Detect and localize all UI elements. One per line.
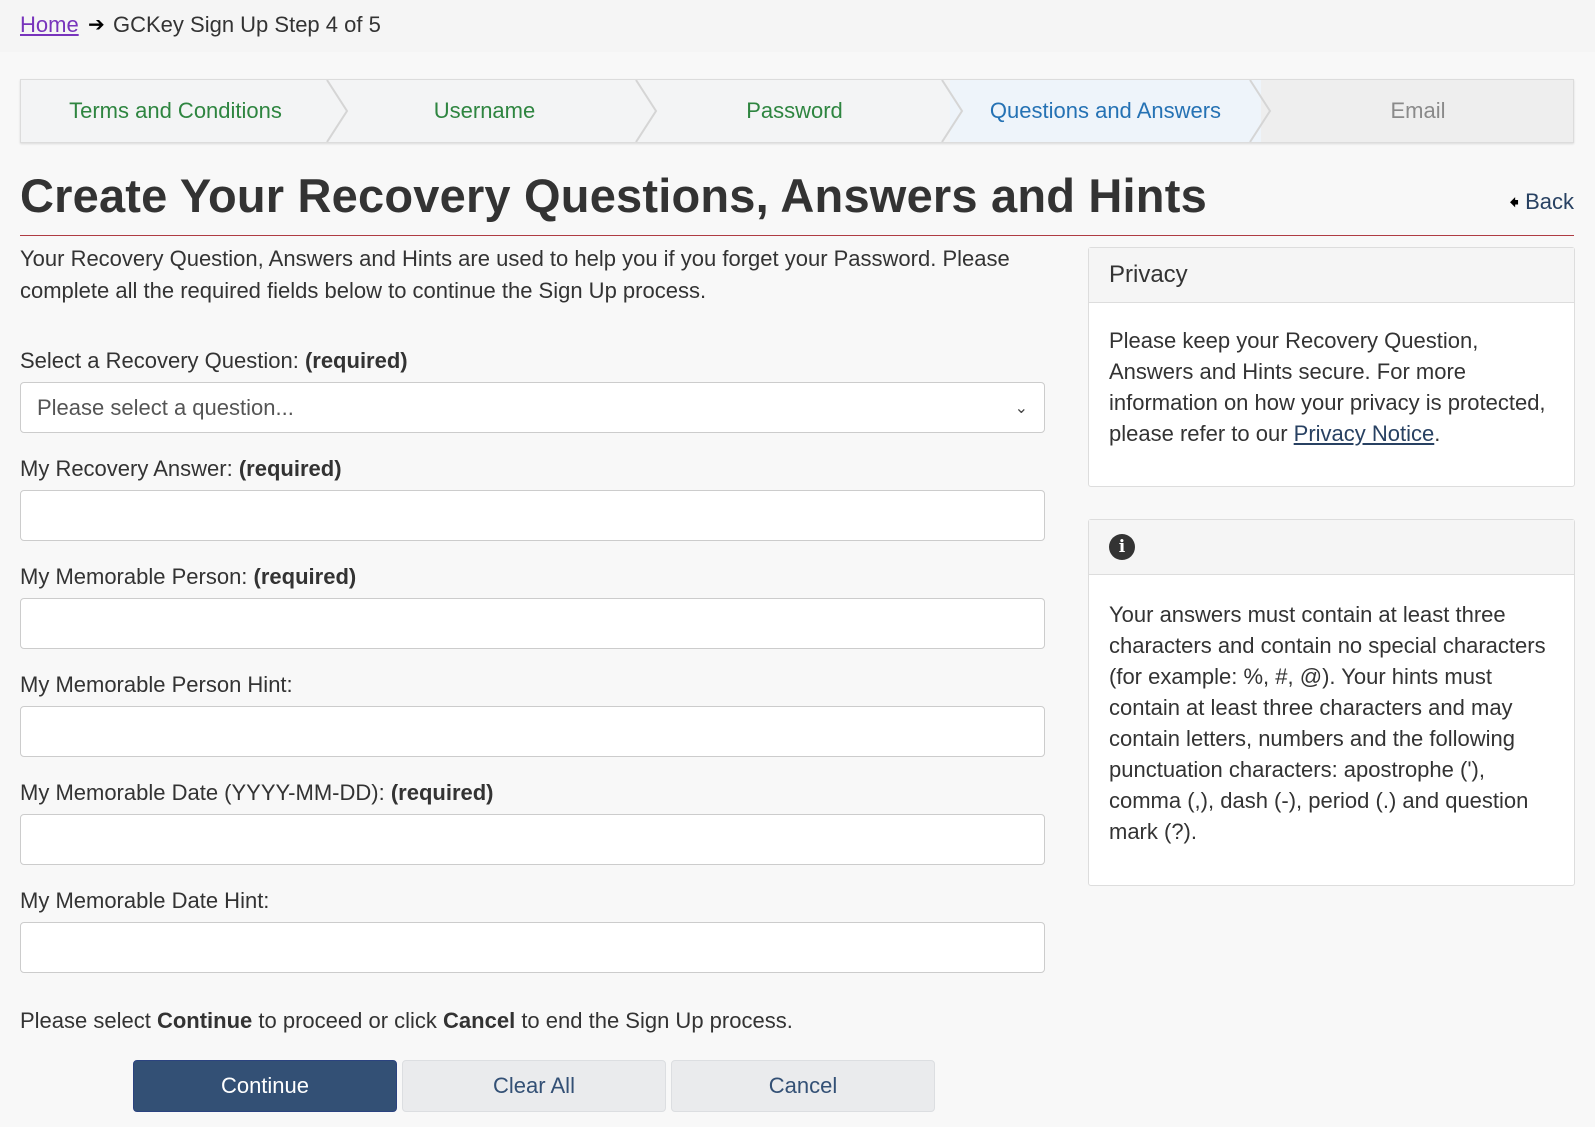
info-circle-icon: i [1109, 534, 1135, 560]
privacy-notice-link[interactable]: Privacy Notice [1293, 421, 1435, 446]
proceed-instructions [20, 1008, 793, 1034]
breadcrumb-arrow-icon: ➔ [88, 14, 105, 36]
clear-all-button[interactable]: Clear All [402, 1060, 666, 1112]
step-chevron-3 [942, 80, 962, 142]
person-label [20, 564, 356, 590]
info-panel [1088, 519, 1575, 886]
memorable-person-hint-input[interactable] [20, 706, 1045, 757]
required-tag: (required) [304, 348, 408, 373]
privacy-text: Please keep your Recovery Question, Answers and Hints secure. For more information on how your privacy is protected, please refer to our [1109, 328, 1546, 446]
date-hint-label [20, 888, 269, 914]
step-separators [21, 80, 1574, 143]
privacy-panel-heading: Privacy [1089, 248, 1574, 303]
cancel-button[interactable]: Cancel [671, 1060, 935, 1112]
step-chevron-4 [1250, 80, 1270, 142]
back-link[interactable] [1509, 188, 1574, 222]
chevron-down-icon: ⌄ [1014, 399, 1028, 417]
memorable-person-input[interactable] [20, 598, 1045, 649]
question-label-text: Select a Recovery Question: [20, 348, 299, 373]
question-label [20, 348, 408, 374]
step-label: Questions and Answers [989, 98, 1222, 123]
required-tag: (required) [253, 564, 357, 589]
required-tag: (required) [238, 456, 342, 481]
breadcrumb-current: GCKey Sign Up Step 4 of 5 [113, 12, 381, 37]
back-label: Back [1525, 189, 1574, 214]
select-placeholder: Please select a question... [37, 394, 294, 420]
privacy-panel [1088, 247, 1575, 487]
continue-button[interactable]: Continue [133, 1060, 397, 1112]
person-hint-label-text: My Memorable Person Hint: [20, 672, 293, 697]
step-chevron-2 [636, 80, 656, 142]
privacy-text-end: . [1434, 421, 1441, 446]
proceed-cancel-word: Cancel [443, 1008, 516, 1033]
required-tag: (required) [390, 780, 494, 805]
recovery-answer-input[interactable] [20, 490, 1045, 541]
back-arrow-icon: 🠸 [1508, 192, 1520, 214]
answer-label [20, 456, 342, 482]
proceed-text-2: to proceed or click [252, 1008, 444, 1033]
step-label: Terms and Conditions [69, 98, 282, 123]
person-label-text: My Memorable Person: [20, 564, 248, 589]
step-label: Username [433, 98, 536, 123]
memorable-date-hint-input[interactable] [20, 922, 1045, 973]
breadcrumb-home-link[interactable]: Home [20, 12, 79, 37]
date-label-text: My Memorable Date (YYYY-MM-DD): [20, 780, 385, 805]
recovery-question-select[interactable] [20, 382, 1045, 433]
step-label: Email [1390, 98, 1446, 123]
proceed-text-3: to end the Sign Up process. [515, 1008, 793, 1033]
info-panel-body: Your answers must contain at least three characters and contain no special characters (for example: %, #, @). Your hints must contain at least three characters and may contain letters, numbers and the following punctuation characters: apostrophe ('), comma (,), dash (-), period (.) and question mark (?). [1109, 602, 1546, 844]
proceed-continue-word: Continue [156, 1008, 253, 1033]
title-divider [20, 235, 1574, 236]
breadcrumb [0, 0, 1595, 52]
privacy-panel-body [1089, 303, 1574, 469]
proceed-text-1: Please select [20, 1008, 157, 1033]
step-chevron-1 [327, 80, 347, 142]
date-hint-label-text: My Memorable Date Hint: [20, 888, 270, 913]
date-label [20, 780, 494, 806]
step-label: Password [746, 98, 843, 123]
intro-text: Your Recovery Question, Answers and Hints are used to help you if you forget your Password. Please complete all the required fields below to continue the Sign Up process. [20, 246, 1010, 303]
memorable-date-input[interactable] [20, 814, 1045, 865]
progress-steps [20, 79, 1574, 143]
person-hint-label [20, 672, 293, 698]
info-panel-heading [1089, 520, 1574, 575]
page-title: Create Your Recovery Questions, Answers and Hints [20, 169, 1207, 222]
answer-label-text: My Recovery Answer: [20, 456, 233, 481]
